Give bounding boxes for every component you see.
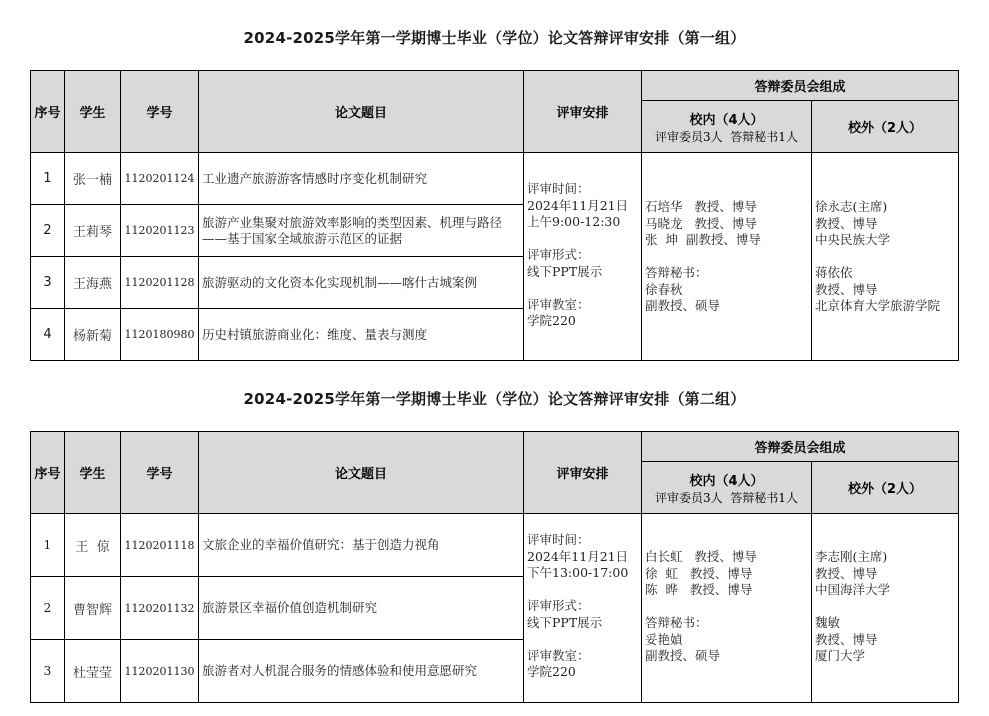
cell-line	[645, 249, 811, 266]
header-internal-sub: 评审委员3人 答辩秘书1人	[655, 129, 798, 144]
header-topic: 论文题目	[199, 432, 524, 514]
cell-line: 评审形式：	[527, 598, 590, 613]
cell-line: 徐 虹 教授、博导	[645, 565, 753, 581]
cell-line	[815, 599, 958, 616]
cell-line: 马晓龙 教授、博导	[645, 215, 757, 231]
student-id: 1120201128	[121, 257, 199, 309]
header-external: 校外（2人）	[812, 101, 959, 153]
row-no: 4	[31, 309, 65, 361]
cell-line: 线下PPT展示	[527, 263, 603, 279]
row-no: 1	[31, 514, 65, 577]
cell-line: 中央民族大学	[815, 232, 891, 247]
cell-line: 徐春秋	[645, 281, 683, 297]
cell-line: 教授、博导	[815, 565, 878, 581]
cell-line: 答辩秘书：	[645, 615, 708, 630]
header-no: 序号	[31, 71, 65, 153]
review-arrangement	[524, 153, 642, 361]
internal-members	[642, 153, 812, 361]
cell-line: 张 坤 副教授、博导	[645, 232, 761, 247]
cell-line: 教授、博导	[815, 631, 878, 647]
cell-line: 2024年11月21日	[527, 548, 629, 564]
cell-line	[527, 582, 641, 599]
student-id: 1120201123	[121, 205, 199, 257]
thesis-topic: 旅游者对人机混合服务的情感体验和使用意愿研究	[199, 640, 524, 703]
student-name: 曹智辉	[65, 577, 121, 640]
cell-line	[527, 631, 641, 648]
cell-line: 石培华 教授、博导	[645, 199, 757, 214]
cell-line: 线下PPT展示	[527, 614, 603, 630]
cell-line	[527, 280, 641, 297]
header-internal-label: 校内（4人）	[689, 112, 764, 128]
cell-line: 中国海洋大学	[815, 582, 891, 597]
student-name: 张一楠	[65, 153, 121, 205]
student-name: 王莉琴	[65, 205, 121, 257]
student-name: 王海燕	[65, 257, 121, 309]
header-student: 学生	[65, 71, 121, 153]
cell-line	[815, 249, 958, 266]
thesis-topic: 历史村镇旅游商业化：维度、量表与测度	[199, 309, 524, 361]
external-members	[812, 153, 959, 361]
cell-line: 魏敏	[815, 615, 841, 630]
group2-table	[30, 431, 959, 703]
header-external: 校外（2人）	[812, 462, 959, 514]
student-id: 1120201132	[121, 577, 199, 640]
cell-line: 北京体育大学旅游学院	[815, 298, 941, 313]
student-name: 杨新菊	[65, 309, 121, 361]
cell-line: 教授、博导	[815, 215, 878, 231]
group2-title: 2024-2025学年第一学期博士毕业（学位）论文答辩评审安排（第二组）	[243, 390, 746, 408]
cell-line: 副教授、硕导	[645, 648, 721, 663]
header-internal-label: 校内（4人）	[689, 473, 764, 489]
student-id: 1120201130	[121, 640, 199, 703]
cell-line: 学院220	[527, 313, 576, 328]
cell-line: 白长虹 教授、博导	[645, 549, 757, 564]
cell-line	[645, 599, 811, 616]
table-row	[31, 153, 959, 205]
header-committee: 答辩委员会组成	[642, 71, 959, 101]
row-no: 2	[31, 577, 65, 640]
cell-line: 评审形式：	[527, 247, 590, 262]
header-internal	[642, 462, 812, 514]
thesis-topic: 旅游驱动的文化资本化实现机制——喀什古城案例	[199, 257, 524, 309]
thesis-topic: 旅游产业集聚对旅游效率影响的类型因素、机理与路径——基于国家全域旅游示范区的证据	[199, 205, 524, 257]
cell-line: 李志刚(主席)	[815, 549, 888, 564]
cell-line: 厦门大学	[815, 648, 866, 663]
cell-line: 下午13:00-17:00	[527, 565, 629, 580]
thesis-topic: 工业遗产旅游游客情感时序变化机制研究	[199, 153, 524, 205]
header-no: 序号	[31, 432, 65, 514]
cell-line: 学院220	[527, 664, 576, 679]
cell-line: 评审教室：	[527, 296, 590, 312]
review-arrangement	[524, 514, 642, 703]
header-topic: 论文题目	[199, 71, 524, 153]
thesis-topic: 文旅企业的幸福价值研究：基于创造力视角	[199, 514, 524, 577]
cell-line: 陈 晔 教授、博导	[645, 582, 753, 597]
cell-line: 答辩秘书：	[645, 265, 708, 280]
cell-line: 副教授、硕导	[645, 298, 721, 313]
header-internal	[642, 101, 812, 153]
header-internal-sub: 评审委员3人 答辩秘书1人	[655, 490, 798, 505]
student-name: 杜莹莹	[65, 640, 121, 703]
cell-line: 上午9:00-12:30	[527, 214, 621, 229]
header-review: 评审安排	[524, 71, 642, 153]
header-student-id: 学号	[121, 71, 199, 153]
cell-line	[527, 231, 641, 248]
cell-line: 评审时间：	[527, 532, 590, 547]
student-name: 王 倞	[65, 514, 121, 577]
cell-line: 徐永志(主席)	[815, 199, 888, 214]
header-student-id: 学号	[121, 432, 199, 514]
header-review: 评审安排	[524, 432, 642, 514]
cell-line: 教授、博导	[815, 281, 878, 297]
group1-title: 2024-2025学年第一学期博士毕业（学位）论文答辩评审安排（第一组）	[243, 29, 746, 47]
internal-members	[642, 514, 812, 703]
group1-table	[30, 70, 959, 361]
cell-line: 评审教室：	[527, 647, 590, 663]
external-members	[812, 514, 959, 703]
student-id: 1120201118	[121, 514, 199, 577]
cell-line: 2024年11月21日	[527, 197, 629, 213]
table-row	[31, 514, 959, 577]
row-no: 2	[31, 205, 65, 257]
cell-line: 评审时间：	[527, 181, 590, 196]
row-no: 3	[31, 640, 65, 703]
student-id: 1120180980	[121, 309, 199, 361]
header-committee: 答辩委员会组成	[642, 432, 959, 462]
header-student: 学生	[65, 432, 121, 514]
row-no: 3	[31, 257, 65, 309]
student-id: 1120201124	[121, 153, 199, 205]
row-no: 1	[31, 153, 65, 205]
thesis-topic: 旅游景区幸福价值创造机制研究	[199, 577, 524, 640]
cell-line: 妥艳媜	[645, 631, 683, 647]
cell-line: 蒋依依	[815, 265, 853, 280]
